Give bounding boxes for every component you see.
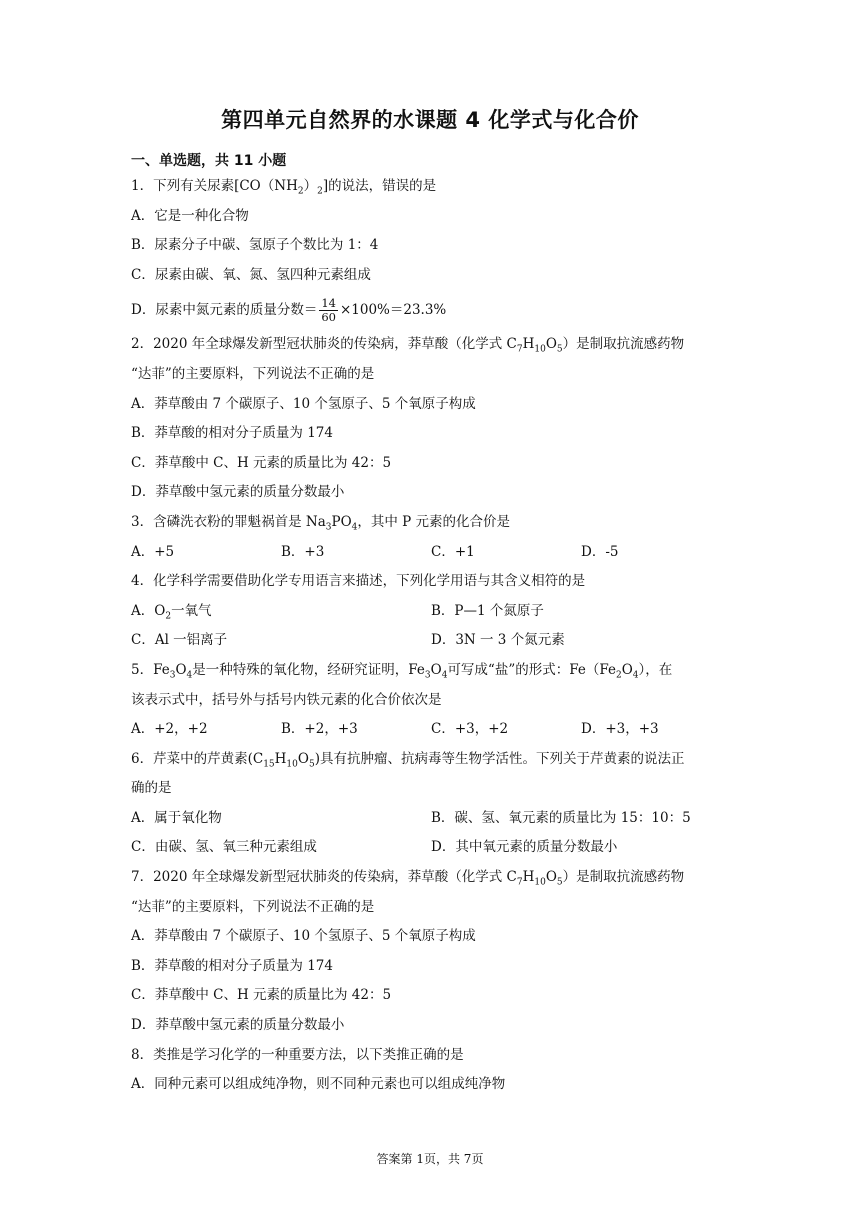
section-heading: 一、单选题，共 11 小题 xyxy=(131,153,287,169)
q5-stem-line2: 该表示式中，括号外与括号内铁元素的化合价依次是 xyxy=(131,691,442,708)
q3-option-d: D．-5 xyxy=(581,543,619,560)
q7-stem-line2: “达菲”的主要原料，下列说法不正确的是 xyxy=(131,898,375,915)
q5-options xyxy=(131,715,731,745)
fraction: $\frac{14}{60}$ xyxy=(321,296,336,325)
q6-option-a: A．属于氧化物 xyxy=(131,809,222,826)
q7-stem-line1: 7．2020 年全球爆发新型冠状肺炎的传染病，莽草酸（化学式 $C_7H_{10}O_5$）是制取抗流感药物 xyxy=(131,869,685,888)
q8-option-a: A．同种元素可以组成纯净物，则不同种元素也可以组成纯净物 xyxy=(131,1076,506,1093)
q2-option-c: C．莽草酸中 C、H 元素的质量比为 42：5 xyxy=(131,454,392,471)
q7-option-a: A．莽草酸由 7 个碳原子、10 个氢原子、5 个氧原子构成 xyxy=(131,928,476,945)
q1-option-b: B．尿素分子中碳、氢原子个数比为 1：4 xyxy=(131,237,379,254)
q5-option-d: D．+3，+3 xyxy=(581,721,659,738)
q1-stem: 1．下列有关尿素$[CO(NH_2)_2]$的说法，错误的是 xyxy=(131,178,437,197)
q4-stem: 4．化学科学需要借助化学专用语言来描述，下列化学用语与其含义相符的是 xyxy=(131,573,586,590)
q4-option-d: D．3N 一 3 个氮元素 xyxy=(431,632,565,649)
q2-stem-line1: 2．2020 年全球爆发新型冠状肺炎的传染病，莽草酸（化学式 $C_7H_{10}O_5$）是制取抗流感药物 xyxy=(131,336,685,356)
q2-option-a: A．莽草酸由 7 个碳原子、10 个氢原子、5 个氧原子构成 xyxy=(131,395,476,412)
q3-stem: 3．含磷洗衣粉的罪魁祸首是 $Na_3PO_4$，其中 P 元素的化合价是 xyxy=(131,513,511,533)
q4-option-c: C．Al 一铝离子 xyxy=(131,632,228,649)
q1-option-d: D．尿素中氮元素的质量分数＝ $\frac{14}{60}$ ×100%＝23.3% xyxy=(131,296,447,325)
q5-stem-line1: 5．$Fe_3O_4$是一种特殊的氧化物，经研究证明，$Fe_3O_4$可写成“盐”的形式：$Fe(Fe_2O_4)$，在 xyxy=(131,661,673,681)
q3-option-b: B．+3 xyxy=(281,543,325,560)
q8-stem: 8．类推是学习化学的一种重要方法，以下类推正确的是 xyxy=(131,1046,464,1063)
q2-stem-line2: “达菲”的主要原料，下列说法不正确的是 xyxy=(131,365,375,382)
q3-options xyxy=(131,538,731,568)
q6-option-b: B．碳、氢、氧元素的质量比为 15：10：5 xyxy=(431,809,691,826)
q4-option-a: A．$O_2$一氧气 xyxy=(131,602,212,622)
q6-options-ab xyxy=(131,804,731,834)
q6-option-d: D．其中氧元素的质量分数最小 xyxy=(431,839,618,856)
q5-option-c: C．+3，+2 xyxy=(431,721,509,738)
question-body xyxy=(131,172,731,1100)
q1-option-c: C．尿素由碳、氧、氮、氢四种元素组成 xyxy=(131,266,371,283)
q4-option-b: B．P—1 个氮原子 xyxy=(431,602,544,619)
q5-option-b: B．+2，+3 xyxy=(281,721,358,738)
page-title: 第四单元自然界的水课题 4 化学式与化合价 xyxy=(221,108,639,132)
q1-option-a: A．它是一种化合物 xyxy=(131,207,249,224)
q6-stem-line2: 确的是 xyxy=(131,780,172,797)
page-footer: 答案第 1页，共 7页 xyxy=(376,1152,484,1166)
q2-option-b: B．莽草酸的相对分子质量为 174 xyxy=(131,425,333,442)
q7-option-d: D．莽草酸中氢元素的质量分数最小 xyxy=(131,1017,345,1034)
q6-option-c: C．由碳、氢、氧三种元素组成 xyxy=(131,839,317,856)
q4-options-ab xyxy=(131,597,731,627)
q3-option-c: C．+1 xyxy=(431,543,475,560)
q2-option-d: D．莽草酸中氢元素的质量分数最小 xyxy=(131,484,345,501)
q4-options-cd xyxy=(131,626,731,656)
q5-option-a: A．+2，+2 xyxy=(131,721,208,738)
q7-option-b: B．莽草酸的相对分子质量为 174 xyxy=(131,957,333,974)
q6-stem-line1: 6．芹菜中的芹黄素$(C_{15}H_{10}O_5)$具有抗肿瘤、抗病毒等生物学活性。下列关于芹黄素的说法正 xyxy=(131,750,685,770)
q6-options-cd xyxy=(131,833,731,863)
q7-option-c: C．莽草酸中 C、H 元素的质量比为 42：5 xyxy=(131,987,392,1004)
q3-option-a: A．+5 xyxy=(131,543,175,560)
